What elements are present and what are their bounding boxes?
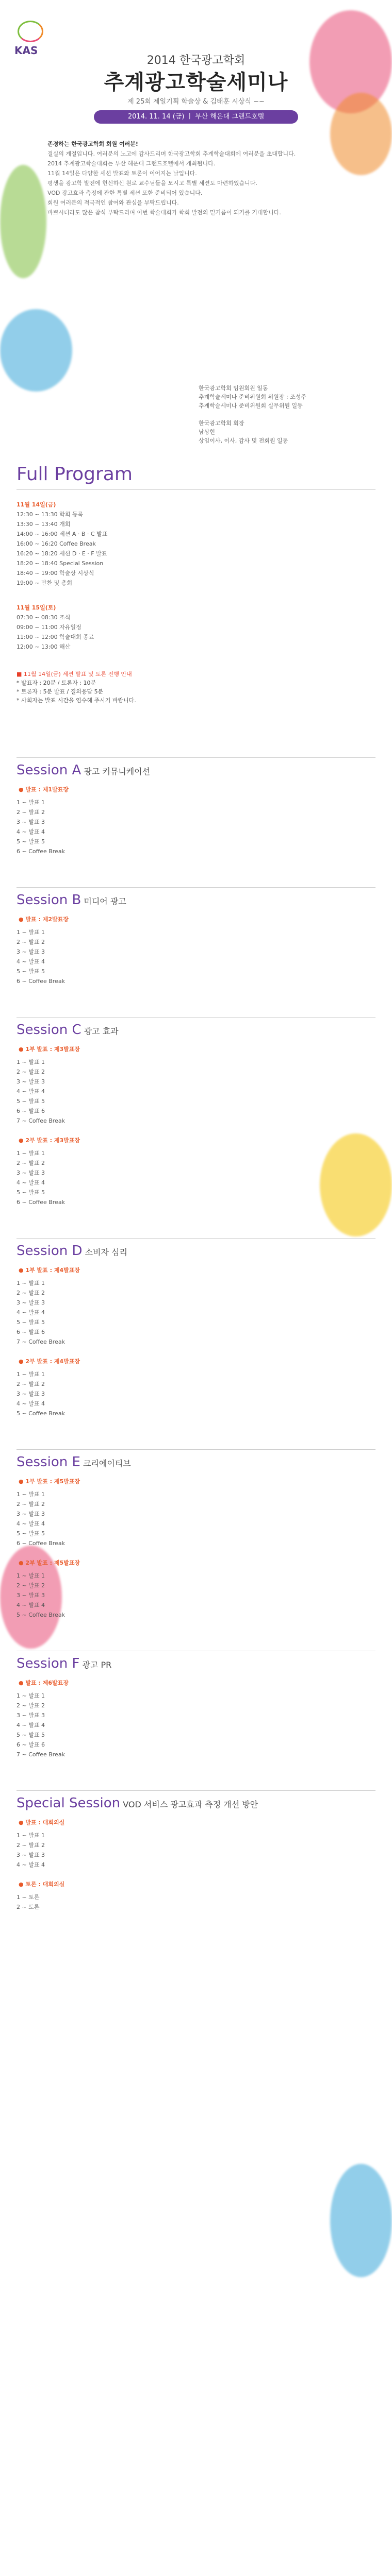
session-row: 6 ~ Coffee Break <box>17 1540 65 1547</box>
intro-paragraph: VOD 광고효과 측정에 관한 특별 세션 또한 준비되어 있습니다. <box>47 190 203 196</box>
intro-paragraph: 결실의 계절입니다. 여러분의 노고에 감사드리며 한국광고학회 추계학술대회에 여러분을 초대합니다. <box>47 150 296 157</box>
session-row: 3 ~ 발표 3 <box>17 1391 45 1397</box>
session-row: 4 ~ 발표 4 <box>17 1602 45 1608</box>
session-row: 1 ~ 발표 1 <box>17 1832 45 1839</box>
signer-line: 상임이사, 이사, 감사 및 전회원 일동 <box>199 437 288 444</box>
section-heading <box>17 1022 119 1038</box>
section-letter: Session C <box>17 1022 81 1038</box>
section-divider <box>17 1238 375 1239</box>
session-row: 5 ~ Coffee Break <box>17 1612 65 1618</box>
session-row: 1 ~ 발표 1 <box>17 1572 45 1579</box>
section-letter: Session E <box>17 1454 80 1470</box>
section-title: 미디어 광고 <box>81 896 126 906</box>
session-row: 5 ~ 발표 5 <box>17 1189 45 1196</box>
session-rows <box>17 1571 357 1620</box>
section-divider <box>17 1449 375 1450</box>
section-divider <box>17 887 375 888</box>
session-row: 6 ~ 발표 6 <box>17 1108 45 1114</box>
schedule-row: 13:30 ~ 13:40 개회 <box>17 521 71 528</box>
section-heading <box>17 1795 258 1811</box>
session-group-label: ● 2부 발표 : 제5발표장 <box>19 1560 80 1566</box>
session-row: 2 ~ 발표 2 <box>17 1381 45 1387</box>
paint-splash-decoration <box>0 309 72 392</box>
day-heading: 11월 15일(토) <box>17 604 56 611</box>
section-letter: Session D <box>17 1243 83 1259</box>
session-group-label: ● 발표 : 제6발표장 <box>19 1680 69 1686</box>
notice-line: * 사회자는 발표 시간을 엄수해 주시기 바랍니다. <box>17 697 136 704</box>
section-title: 크리에이티브 <box>80 1459 131 1468</box>
session-row: 5 ~ 발표 5 <box>17 968 45 975</box>
session-row: 4 ~ 발표 4 <box>17 1309 45 1316</box>
session-row: 7 ~ Coffee Break <box>17 1117 65 1124</box>
session-row: 6 ~ Coffee Break <box>17 978 65 985</box>
session-row: 6 ~ 발표 6 <box>17 1741 45 1748</box>
session-row: 5 ~ 발표 5 <box>17 1732 45 1738</box>
session-row: 1 ~ 발표 1 <box>17 799 45 806</box>
session-row: 4 ~ 발표 4 <box>17 1400 45 1407</box>
session-row: 1 ~ 발표 1 <box>17 1692 45 1699</box>
session-rows <box>17 1831 357 1870</box>
session-row: 1 ~ 발표 1 <box>17 929 45 936</box>
section-heading <box>17 762 150 778</box>
schedule-row: 18:40 ~ 19:00 학술상 시상식 <box>17 570 94 577</box>
session-row: 1 ~ 발표 1 <box>17 1491 45 1498</box>
session-group-label: ● 발표 : 대회의실 <box>19 1819 65 1826</box>
session-rows <box>17 1148 357 1207</box>
session-row: 4 ~ 발표 4 <box>17 1722 45 1728</box>
session-row: 2 ~ 발표 2 <box>17 1069 45 1075</box>
schedule-row: 14:00 ~ 16:00 세션 A · B · C 발표 <box>17 531 108 537</box>
intro-paragraph: 11월 14일은 다양한 세션 발표와 토론이 이어지는 날입니다. <box>47 170 197 177</box>
section-heading <box>17 1656 111 1671</box>
paint-splash-decoration <box>0 165 46 278</box>
session-row: 4 ~ 발표 4 <box>17 828 45 835</box>
session-group-label: ● 토론 : 대회의실 <box>19 1881 65 1888</box>
section-divider <box>17 1017 375 1018</box>
intro-paragraph: 회원 여러분의 적극적인 참여와 관심을 부탁드립니다. <box>47 199 179 206</box>
notice-line: * 토론자 : 5분 발표 / 질의응답 5분 <box>17 688 104 695</box>
session-row: 2 ~ 발표 2 <box>17 1702 45 1709</box>
session-row: 2 ~ 발표 2 <box>17 1842 45 1849</box>
session-rows <box>17 1691 357 1759</box>
signer-line: 한국광고학회 임원회원 일동 <box>199 385 268 392</box>
section-divider <box>17 757 375 758</box>
section-heading <box>17 1454 131 1470</box>
session-row: 5 ~ 발표 5 <box>17 1530 45 1537</box>
session-row: 3 ~ 발표 3 <box>17 948 45 955</box>
section-heading <box>17 892 126 908</box>
section-heading <box>17 1243 127 1259</box>
session-row: 1 ~ 토론 <box>17 1894 40 1901</box>
session-row: 3 ~ 발표 3 <box>17 1170 45 1176</box>
session-row: 3 ~ 발표 3 <box>17 819 45 825</box>
divider <box>17 489 375 490</box>
session-rows <box>17 1892 357 1912</box>
intro-paragraph: 2014 추계광고학술대회는 부산 해운대 그랜드호텔에서 개최됩니다. <box>47 160 216 167</box>
session-row: 1 ~ 발표 1 <box>17 1280 45 1286</box>
session-rows <box>17 927 357 986</box>
signer-line <box>199 410 369 419</box>
schedule-row: 19:00 ~ 만찬 및 총회 <box>17 580 73 586</box>
session-row: 5 ~ 발표 5 <box>17 1098 45 1105</box>
intro-paragraph: 존경하는 한국광고학회 회원 여러분! <box>47 141 138 147</box>
schedule-row: 16:00 ~ 16:20 Coffee Break <box>17 540 96 547</box>
session-row: 7 ~ Coffee Break <box>17 1338 65 1345</box>
session-group-label: ● 1부 발표 : 제5발표장 <box>19 1478 80 1485</box>
session-row: 7 ~ Coffee Break <box>17 1751 65 1758</box>
session-row: 3 ~ 발표 3 <box>17 1078 45 1085</box>
day2-schedule <box>17 603 357 652</box>
session-rows <box>17 1278 357 1347</box>
section-letter: Session B <box>17 892 81 908</box>
section-letter: Special Session <box>17 1795 121 1811</box>
session-rows <box>17 1489 357 1548</box>
session-row: 2 ~ 발표 2 <box>17 1290 45 1296</box>
session-rows <box>17 798 357 856</box>
session-row: 3 ~ 발표 3 <box>17 1852 45 1858</box>
intro-paragraph: 평생을 광고학 발전에 헌신하신 원로 교수님들을 모시고 특별 세션도 마련하였습니다. <box>47 180 257 187</box>
paint-splash-decoration <box>330 2164 392 2277</box>
session-group-label: ● 1부 발표 : 제3발표장 <box>19 1046 80 1053</box>
session-notice <box>17 670 372 705</box>
session-group-label: ● 발표 : 제2발표장 <box>19 916 69 923</box>
session-row: 1 ~ 발표 1 <box>17 1150 45 1157</box>
session-group-label: ● 2부 발표 : 제4발표장 <box>19 1358 80 1365</box>
schedule-row: 18:20 ~ 18:40 Special Session <box>17 560 104 567</box>
schedule-row: 16:20 ~ 18:20 세션 D · E · F 발표 <box>17 550 107 557</box>
session-row: 2 ~ 발표 2 <box>17 1501 45 1507</box>
schedule-row: 07:30 ~ 08:30 조식 <box>17 614 71 621</box>
session-row: 2 ~ 발표 2 <box>17 1582 45 1589</box>
section-divider <box>17 1790 375 1791</box>
invitation-letter <box>47 139 336 217</box>
session-row: 3 ~ 발표 3 <box>17 1592 45 1599</box>
session-row: 5 ~ Coffee Break <box>17 1410 65 1417</box>
day1-schedule <box>17 500 357 588</box>
signature-block <box>199 384 369 445</box>
session-group-label: ● 1부 발표 : 제4발표장 <box>19 1267 80 1274</box>
schedule-row: 12:30 ~ 13:30 학회 등록 <box>17 511 84 518</box>
event-tagline: 제 25회 제일기획 학술상 & 김태훈 시상식 ~~ <box>127 98 265 106</box>
schedule-row: 09:00 ~ 11:00 자유일정 <box>17 624 81 631</box>
notice-title: ■ 11월 14일(금) 세션 발표 및 토론 진행 안내 <box>17 671 132 677</box>
session-row: 6 ~ 발표 6 <box>17 1329 45 1335</box>
session-row: 6 ~ Coffee Break <box>17 848 65 855</box>
program-title: Full Program <box>17 464 133 485</box>
signer-line: 추계학술세미나 준비위원회 실무위원 일동 <box>199 402 303 409</box>
session-group-label: ● 2부 발표 : 제3발표장 <box>19 1137 80 1144</box>
session-row: 2 ~ 발표 2 <box>17 939 45 945</box>
session-row: 4 ~ 발표 4 <box>17 1520 45 1527</box>
schedule-row: 11:00 ~ 12:00 학술대회 종료 <box>17 634 94 640</box>
session-row: 4 ~ 발표 4 <box>17 1179 45 1186</box>
signer-line: 한국광고학회 회장 <box>199 420 244 427</box>
session-row: 2 ~ 발표 2 <box>17 809 45 816</box>
section-title: 광고 커뮤니케이션 <box>81 767 151 776</box>
section-title: 광고 효과 <box>81 1026 119 1036</box>
session-row: 2 ~ 발표 2 <box>17 1160 45 1166</box>
session-row: 3 ~ 발표 3 <box>17 1299 45 1306</box>
session-row: 1 ~ 발표 1 <box>17 1059 45 1065</box>
signer-line: 남상현 <box>199 429 215 435</box>
signer-line: 추계학술세미나 준비위원회 위원장 : 조성주 <box>199 394 306 400</box>
logo-text: KAS <box>14 44 38 57</box>
section-letter: Session A <box>17 762 81 778</box>
session-row: 4 ~ 발표 4 <box>17 1861 45 1868</box>
session-row: 1 ~ 발표 1 <box>17 1371 45 1378</box>
section-title: 소비자 심리 <box>82 1247 127 1257</box>
section-title: VOD 서비스 광고효과 측정 개선 방안 <box>120 1800 258 1809</box>
session-row: 3 ~ 발표 3 <box>17 1712 45 1719</box>
logo-ring-icon <box>18 21 43 42</box>
schedule-row: 12:00 ~ 13:00 해산 <box>17 643 71 650</box>
session-row: 4 ~ 발표 4 <box>17 958 45 965</box>
session-row: 6 ~ Coffee Break <box>17 1199 65 1206</box>
section-title: 광고 PR <box>79 1660 112 1670</box>
intro-paragraph: 바쁘시더라도 많은 참석 부탁드리며 이번 학술대회가 학회 발전의 밑거름이 되기를 기대합니다. <box>47 209 281 216</box>
session-rows <box>17 1057 357 1126</box>
session-group-label: ● 발표 : 제1발표장 <box>19 786 69 793</box>
session-row: 3 ~ 발표 3 <box>17 1511 45 1517</box>
session-row: 5 ~ 발표 5 <box>17 838 45 845</box>
event-title: 추계광고학술세미나 <box>104 71 288 94</box>
session-rows <box>17 1369 357 1418</box>
session-row: 2 ~ 토론 <box>17 1904 40 1910</box>
event-subtitle: 2014 한국광고학회 <box>146 54 246 67</box>
day-heading: 11월 14일(금) <box>17 501 56 508</box>
session-row: 5 ~ 발표 5 <box>17 1319 45 1326</box>
event-date-badge: 2014. 11. 14 (금) ㅣ 부산 해운대 그랜드호텔 <box>94 110 298 124</box>
session-row: 4 ~ 발표 4 <box>17 1088 45 1095</box>
section-letter: Session F <box>17 1656 80 1671</box>
notice-line: * 발표자 : 20분 / 토론자 : 10분 <box>17 680 96 686</box>
